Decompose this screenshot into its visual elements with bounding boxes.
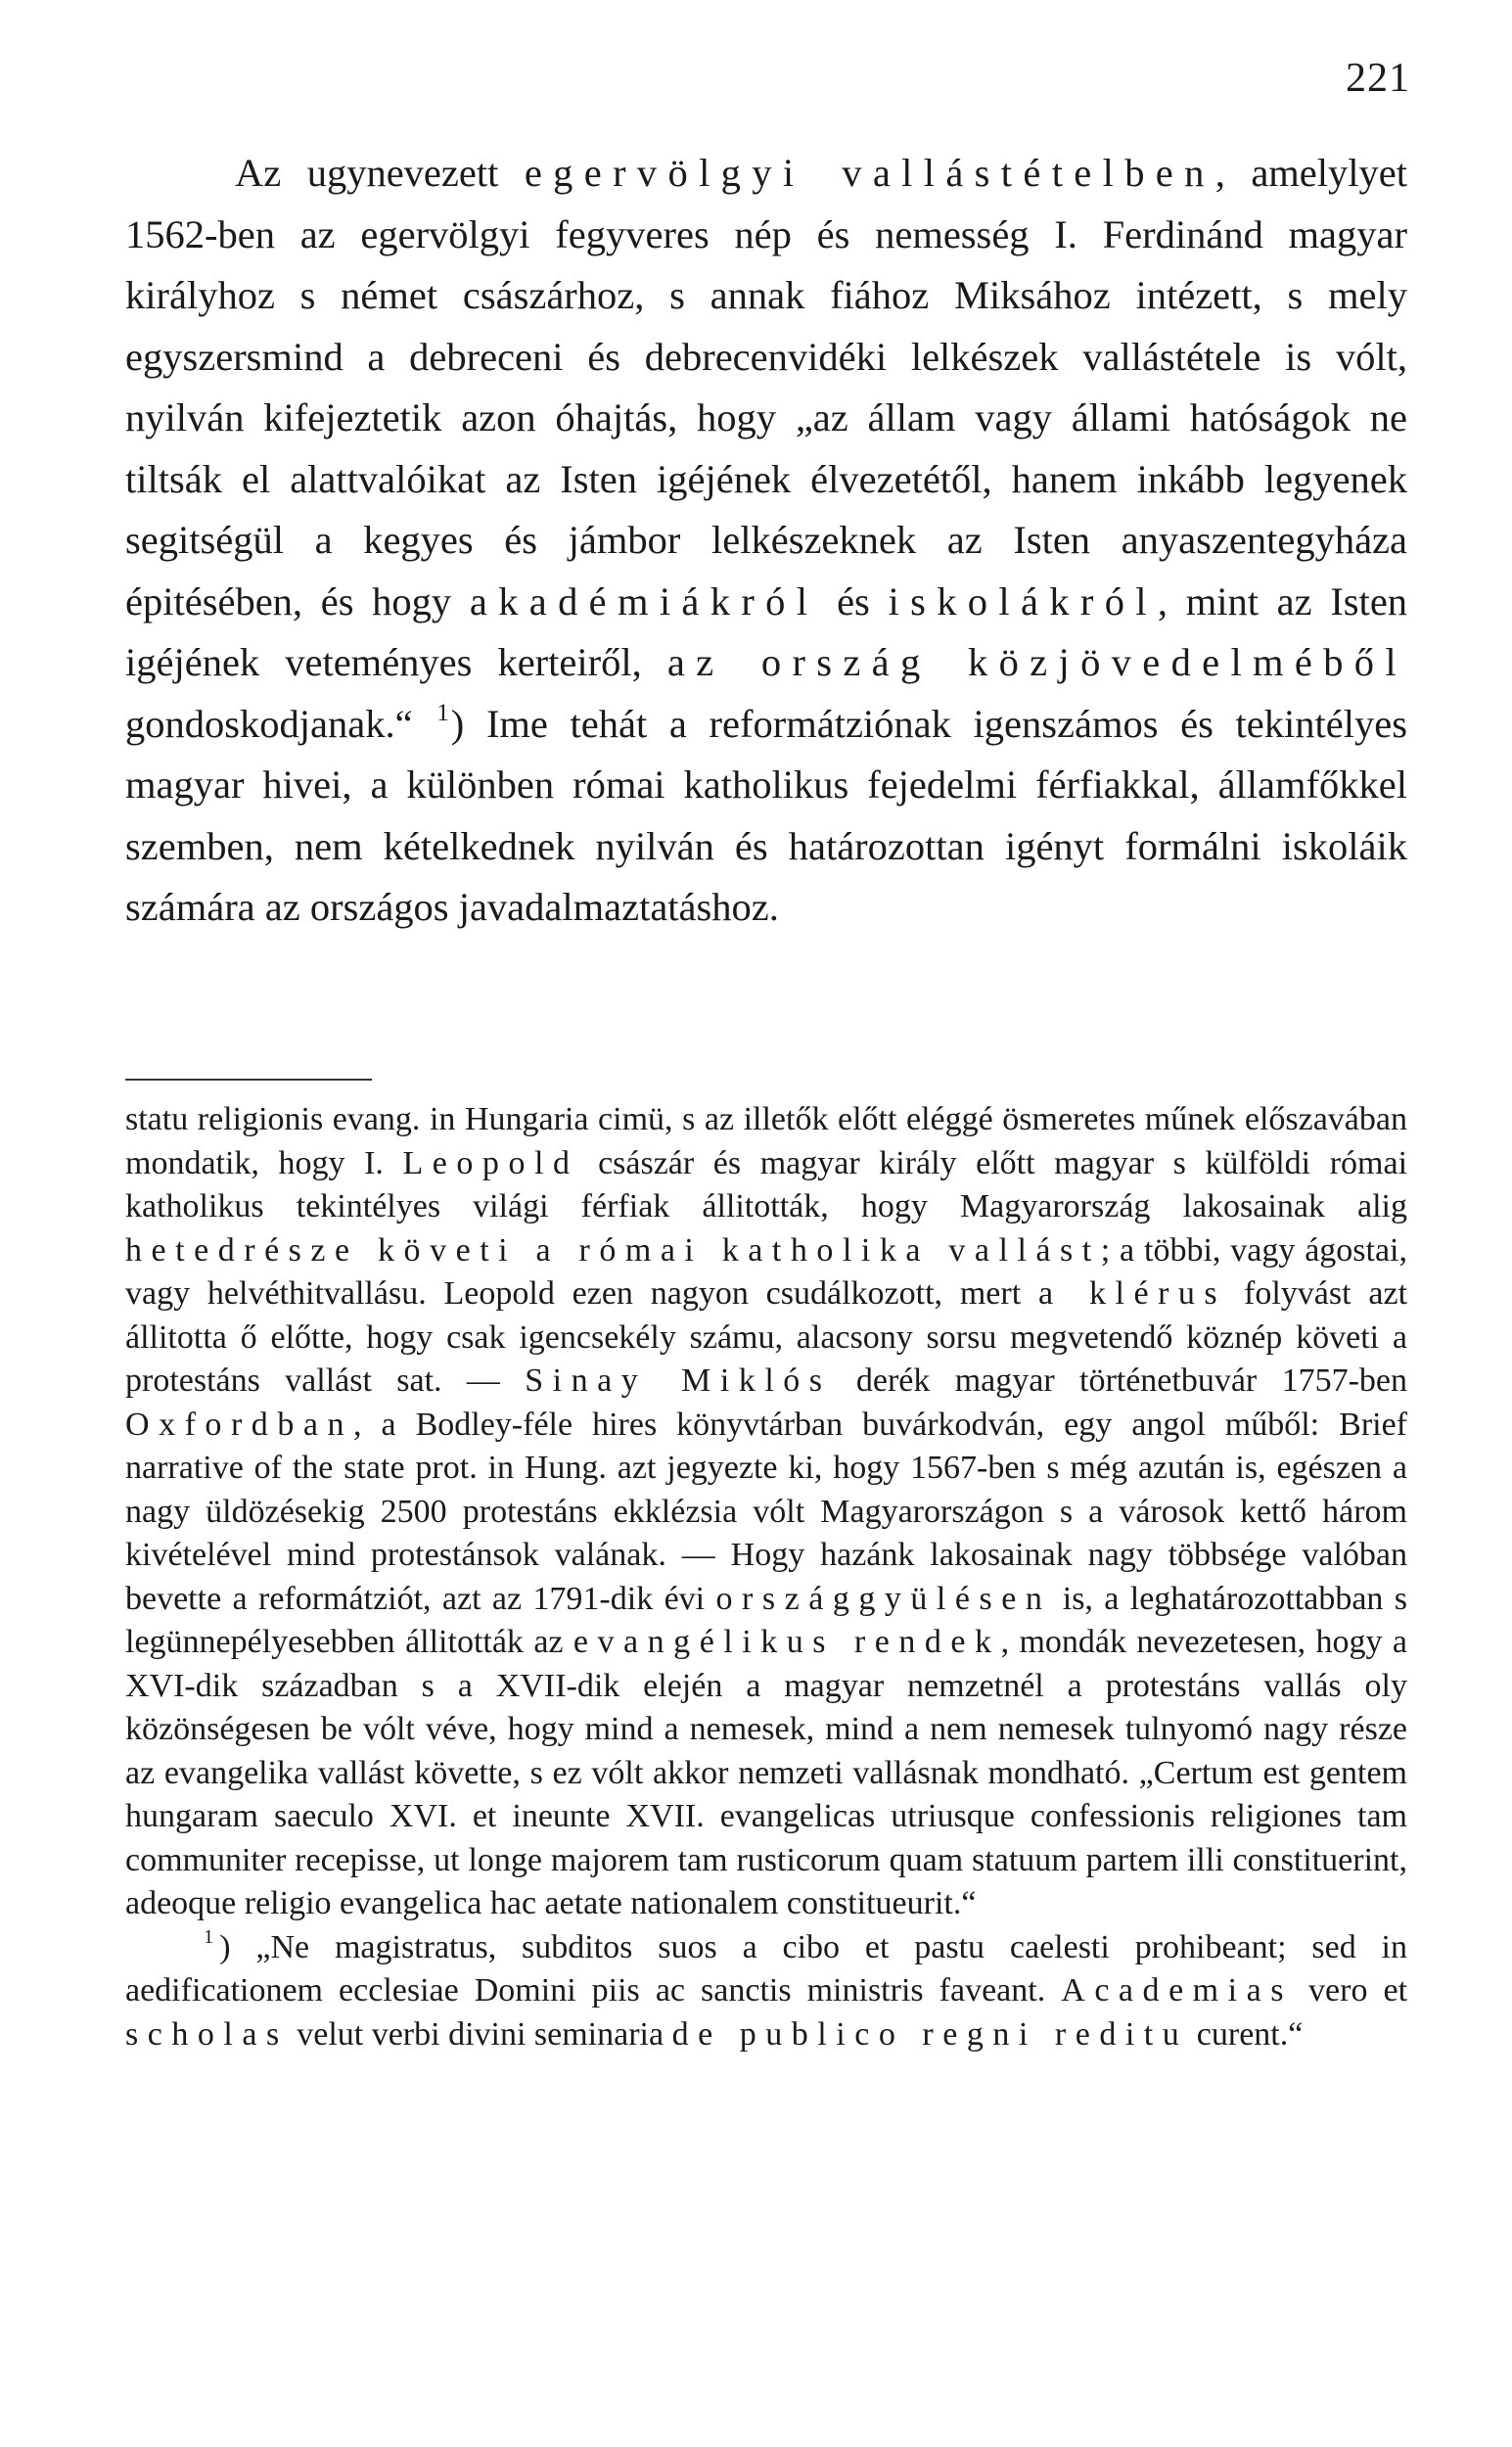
emphasized-term: evangélikus rendek [573, 1624, 1001, 1660]
main-text-segment: Ime tehát a reformátziónak igenszámos és tekintélyes magyar hivei, a különben római katholikus fejedelmi férfiakkal, államfőkkel szemben, nem kételkednek nyilván és határozottan igényt formálni iskoláik számára az országos javadalmaztatáshoz. [125, 701, 1407, 929]
footnote-text-segment: is, a leghatározottabban s legünnepélyesebben állitották az [125, 1580, 1408, 1660]
main-text-segment: Az ugynevezett [235, 151, 499, 195]
footnote-text-segment: császár és magyar király előtt magyar s külföldi római katholikus tekintélyes világi férfiak állitották, hogy Magyarország lakosainak alig [125, 1144, 1408, 1224]
footnote-text-segment: velut verbi divini seminaria [297, 2015, 664, 2053]
main-text-segment: , amelylyet 1562-ben az egervölgyi fegyveres nép és nemesség I. Ferdinánd magyar királyhoz s német császárhoz, s annak fiához Miksához intézett, s mely egyszersmind a debreceni és debrecenvidéki lelkészek vallástétele is vólt, nyilván kifejeztetik azon óhajtás, hogy „az állam vagy állami hatóságok ne tiltsák el alattvalóikat az Isten igéjének élvezetétől, hanem inkább legyenek segitségül a kegyes és jámbor lelkészeknek az Isten anyaszentegyháza épitésében, és hogy [125, 151, 1407, 623]
footnote-text-segment: statu religionis evang. in Hungaria cimü, s az illetők előtt eléggé ösmeretes műnek előszavában mondatik, hogy I. [125, 1101, 1407, 1181]
footnote-text-segment: vero et [1308, 1972, 1408, 2008]
footnote-text-segment: , a Bodley-féle hires könyvtárban buvárkodván, egy angol műből: Brief narrative of the state prot. in Hung. azt jegyezte ki, hogy 1567-ben s még azután is, egészen a nagy üldözésekig 2500 protestáns ekklézsia vólt Magyarországon s a városok kettő három kivételével mind protestánsok valának. — Hogy hazánk lakosainak nagy többsége valóban bevette a reformátziót, azt az 1791-dik évi [125, 1406, 1407, 1617]
emphasized-term: országgyülésen [715, 1580, 1052, 1617]
emphasized-term: hetedrésze követi a római katholika vallást [125, 1231, 1101, 1269]
main-text-segment: gondoskodjanak.“ [125, 701, 413, 746]
emphasized-term: a klérus [1038, 1275, 1227, 1312]
footnote-continued [125, 1098, 1407, 1926]
emphasized-term: Leopold [402, 1144, 579, 1181]
emphasized-term: Oxfordban [125, 1406, 353, 1443]
footnote-reference[interactable]: 1 [436, 700, 449, 727]
footnote-text-segment: , mondák nevezetesen, hogy a XVI-dik században s a XVII-dik elején a magyar nemzetnél a protestáns vallás oly közönségesen be vólt véve, hogy mind a nemesek, mind a nem nemesek tulnyomó nagy része az evangelika vallást követte, s ez vólt akkor nemzeti vallásnak mondható. „Certum est gentem hungaram saeculo XVI. et ineunte XVII. evangelicas utriusque confessionis religiones tam communiter recepisse, ut longe majorem tam rusticorum quam statuum partem illi constituerint, adeoque religio evangelica hac aetate nationalem constitueurit.“ [125, 1624, 1407, 1921]
main-paragraph: Az ugynevezett egervölgyi vallástételben, amelylyet 1562-ben az egervölgyi fegyveres nép és nemesség I. Ferdinánd magyar királyhoz s német császárhoz, s annak fiához Miksához intézett, s mely egyszersmind a debreceni és debrecenvidéki lelkészek vallástétele is vólt, nyilván kifejeztetik azon óhajtás, hogy „az állam vagy állami hatóságok ne tiltsák el alattvalóikat az Isten igéjének élvezetétől, hanem inkább legyenek segitségül a kegyes és jámbor lelkészeknek az Isten anyaszentegyháza épitésében, és hogy akadémiákról és iskolákról, mint az Isten igéjének veteményes kerteiről, az ország közjövedelméből gondoskodjanak.“ $^1$) Ime tehát a reformátziónak igenszámos és tekintélyes magyar hivei, a különben római katholikus fejedelmi férfiakkal, államfőkkel szemben, nem kételkednek nyilván és határozottan igényt formálni iskoláik számára az országos javadalmaztatáshoz. [125, 151, 1408, 929]
footnotes-section [125, 1098, 1407, 2056]
emphasized-term: de publico regni reditu [671, 2015, 1189, 2053]
footnote-text-segment: derék magyar történetbuvár 1757-ben [855, 1362, 1407, 1399]
main-text-segment: és [837, 578, 870, 623]
page-number: 221 [1346, 56, 1410, 101]
footnote-1: $^1$ ) „Ne magistratus, subditos suos a cibo et pastu caelesti prohibeant; sed in aedificationem ecclesiae Domini piis ac sanctis ministris faveant. Academias vero et scholas velut verbi divini seminaria de publico regni reditu curent.“ [125, 1926, 1408, 2053]
main-text-segment: , mint az Isten igéjének veteményes kerteiről, [125, 578, 1408, 684]
footnote-text-segment: „Ne magistratus, subditos suos a cibo et pastu caelesti prohibeant; sed in aedificationem ecclesiae Domini piis ac sanctis ministris faveant. [125, 1928, 1407, 2008]
footnote-text-segment: curent.“ [1196, 2015, 1304, 2053]
footnote-text-segment: folyvást azt állitotta ő előtte, hogy csak igencsekély számu, alacsony sorsu megvetendő köznép követi a protestáns vallást sat. — [125, 1275, 1408, 1399]
emphasized-term: az ország közjövedelméből [666, 640, 1407, 684]
emphasized-term: iskolákról [888, 578, 1158, 623]
emphasized-term: scholas [125, 2015, 289, 2053]
footnote-divider [125, 1079, 372, 1081]
emphasized-term: akadémiákról [469, 578, 819, 623]
emphasized-term: Academias [1061, 1972, 1293, 2008]
footnote-marker: 1 [204, 1926, 214, 1949]
footnote-text-segment: ; a többi, vagy ágostai, vagy helvéthitvallásu. Leopold ezen nagyon csudálkozott, mert [125, 1231, 1407, 1312]
emphasized-term: egervölgyi vallástételben [524, 151, 1215, 195]
emphasized-term: Sinay Miklós [525, 1362, 832, 1399]
